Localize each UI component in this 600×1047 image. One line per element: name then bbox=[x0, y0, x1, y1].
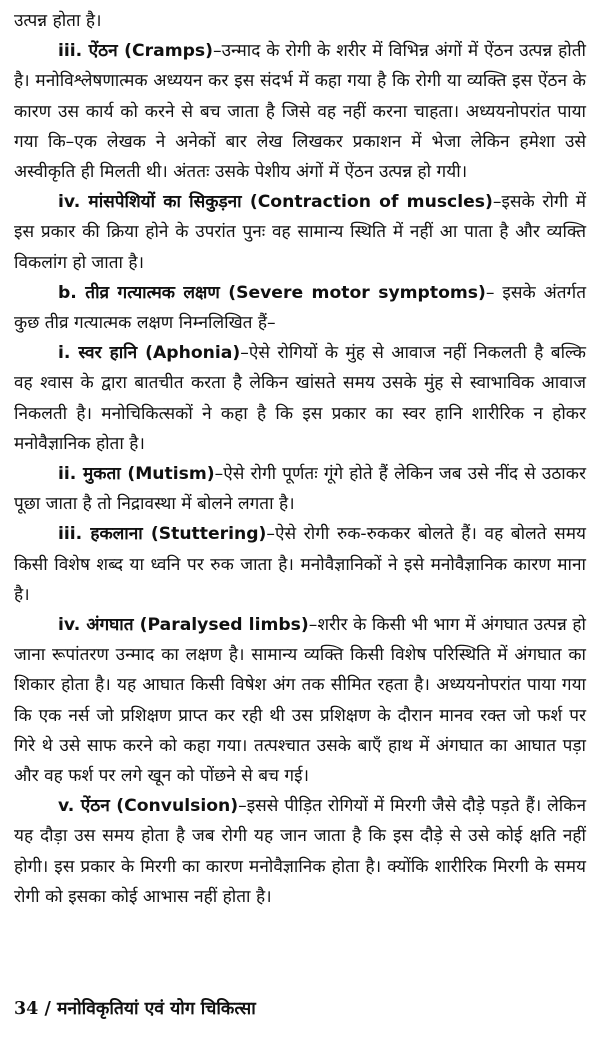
paragraph-text: –ऐसे रोगी पूर्णतः गूंगे होते हैं लेकिन जब उसे नींद से उठाकर पूछा जाता है तो निद्रावस्था में बोलने लगता है। bbox=[14, 464, 586, 515]
section-heading: ii. मुकता (Mutism) bbox=[58, 464, 215, 485]
paragraph-text: –ऐसे रोगियों के मुंह से आवाज नहीं निकलती है बल्कि वह श्वास के द्वारा बातचीत करता है लेकिन खांसते समय उसके मुंह से स्वाभाविक आवाज निकलती है। मनोचिकित्सकों ने कहा है कि इस प्रकार का स्वर हानि शारीरिक न होकर मनोवैज्ञानिक होता है। bbox=[14, 343, 586, 454]
section-heading: iv. अंगघात (Paralysed limbs) bbox=[58, 615, 309, 636]
section-heading: v. ऐंठन (Convulsion) bbox=[58, 796, 239, 817]
paragraph-continuation bbox=[14, 6, 586, 36]
page-footer bbox=[14, 994, 586, 1024]
paragraph-mutism bbox=[14, 459, 586, 519]
section-heading: i. स्वर हानि (Aphonia) bbox=[58, 343, 241, 364]
paragraph-text: –उन्माद के रोगी के शरीर में विभिन्न अंगों में ऐंठन उत्पन्न होती है। मनोविश्लेषणात्मक अध्ययन कर इस संदर्भ में कहा गया है कि रोगी या व्यक्ति इस ऐंठन के कारण उस कार्य को करने से बच जाता है जिसे वह नहीं करना चाहता। अध्ययनोपरांत पाया गया कि–एक लेखक ने अनेकों बार लेख लिखकर प्रकाशन में भेजा लेकिन हमेशा उसे अस्वीकृति ही मिलती थी। अंततः उसके पेशीय अंगों में ऐंठन उत्पन्न हो गयी। bbox=[14, 41, 586, 183]
page-number: 34 bbox=[14, 999, 39, 1019]
paragraph-text: –ऐसे रोगी रुक-रुककर बोलते हैं। वह बोलते समय किसी विशेष शब्द या ध्वनि पर रुक जाता है। मनोवैज्ञानिकों ने इसे मनोवैज्ञानिक कारण माना है। bbox=[14, 524, 586, 605]
paragraph-stuttering bbox=[14, 519, 586, 610]
paragraph-text: –इसके रोगी में इस प्रकार की क्रिया होने के उपरांत पुनः वह सामान्य स्थिति में नहीं आ पाता है और व्यक्ति विकलांग हो जाता है। bbox=[14, 192, 587, 273]
paragraph-text: – इसके अंतर्गत कुछ तीव्र गत्यात्मक लक्षण निम्नलिखित हैं– bbox=[14, 282, 586, 334]
paragraph-text: –इससे पीड़ित रोगियों में मिरगी जैसे दौड़े पड़ते हैं। लेकिन यह दौड़ा उस समय होता है जब रोगी यह जान जाता है कि इस दौड़े से उसे कोई क्षति नहीं होगी। इस प्रकार के मिरगी का कारण मनोवैज्ञानिक होता है। क्योंकि शारीरिक मिरगी के समय रोगी को इसका कोई आभास नहीं होता है। bbox=[14, 796, 586, 907]
paragraph-cramps bbox=[14, 36, 586, 187]
paragraph-aphonia bbox=[14, 338, 586, 459]
section-heading: iii. ऐंठन (Cramps) bbox=[58, 41, 213, 62]
paragraph-text: –शरीर के किसी भी भाग में अंगघात उत्पन्न हो जाना रूपांतरण उन्माद का लक्षण है। सामान्य व्यक्ति किसी विशेष परिस्थिति में अंगघात का शिकार होता है। यह आघात किसी विषेश अंग तक सीमित रहता है। अध्ययनोपरांत पाया गया कि एक नर्स जो प्रशिक्षण प्राप्त कर रही थी उस प्रशिक्षण के दौरान मानव रक्त जो फर्श पर गिरे थे उसे साफ करने को कहा गया। तत्पश्चात उसके बाएँ हाथ में अंगघात का आघात पड़ा और वह फर्श पर लगे खून को पोंछने से बच गई। bbox=[14, 615, 587, 787]
section-heading: b. तीव्र गत्यात्मक लक्षण (Severe motor symptoms) bbox=[58, 282, 486, 303]
paragraph-text: उत्पन्न होता है। bbox=[14, 11, 102, 31]
paragraph-paralysed bbox=[14, 610, 586, 791]
paragraph-convulsion bbox=[14, 791, 586, 912]
paragraph-severe-motor bbox=[14, 278, 586, 338]
footer-separator: / bbox=[38, 999, 57, 1019]
page-body bbox=[14, 6, 586, 912]
book-title: मनोविकृतियां एवं योग चिकित्सा bbox=[56, 999, 256, 1019]
section-heading: iv. मांसपेशियों का सिकुड़ना (Contraction of muscles) bbox=[58, 192, 493, 213]
paragraph-contraction bbox=[14, 187, 586, 278]
section-heading: iii. हकलाना (Stuttering) bbox=[58, 524, 267, 545]
